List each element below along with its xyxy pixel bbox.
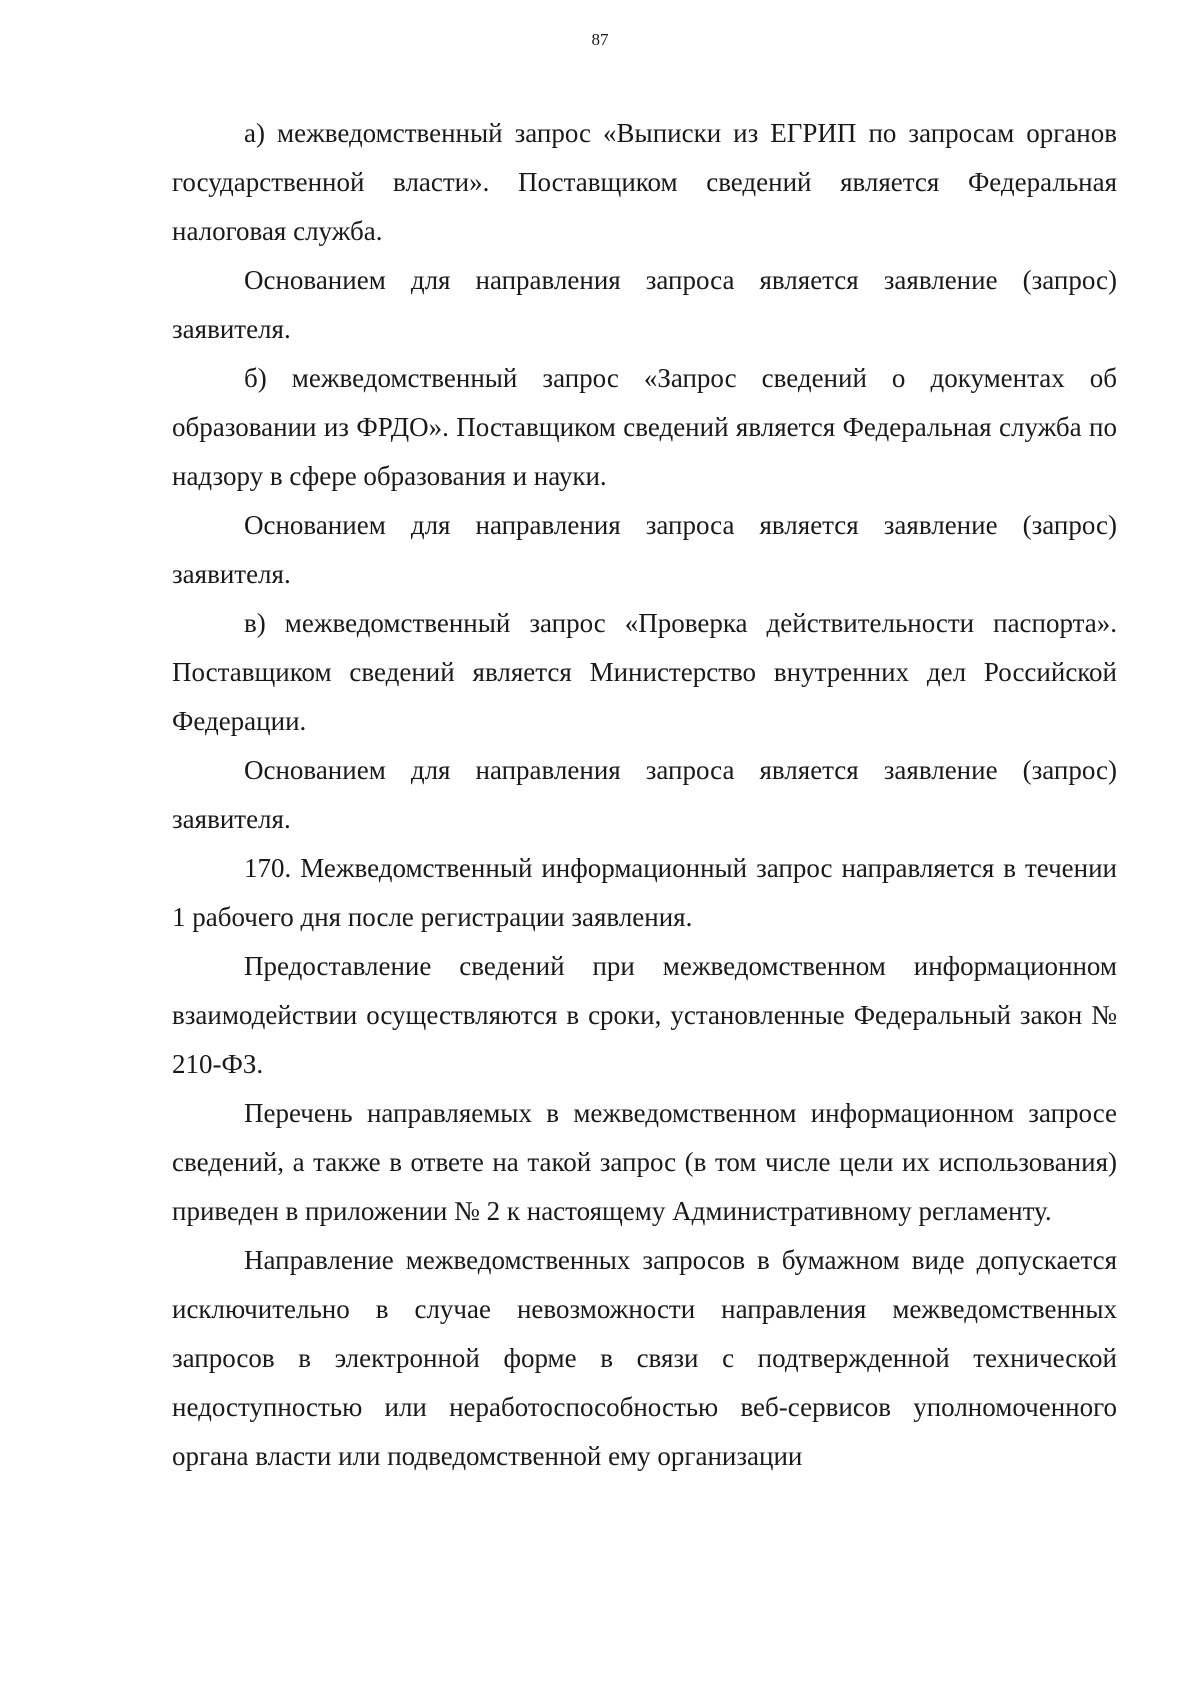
paragraph-list-of-data: Перечень направляемых в межведомственном информационном запросе сведений, а также в ответе на такой запрос (в том числе цели их использования) приведен в приложении № 2 к настоящему Административному регламенту. bbox=[172, 1098, 1117, 1226]
paragraph-terms: Предоставление сведений при межведомственном информационном взаимодействии осуществляются в сроки, установленные Федеральный закон № 210-ФЗ. bbox=[172, 951, 1117, 1079]
paragraph-c-passport-request: в) межведомственный запрос «Проверка действительности паспорта». Поставщиком сведений является Министерство внутренних дел Российской Федерации. bbox=[172, 608, 1117, 736]
paragraph-basis-c: Основанием для направления запроса является заявление (запрос) заявителя. bbox=[172, 755, 1117, 834]
paragraph-b-frdo-request: б) межведомственный запрос «Запрос сведений о документах об образовании из ФРДО». Поставщиком сведений является Федеральная служба по надзору в сфере образования и науки. bbox=[172, 363, 1117, 491]
page-number: 87 bbox=[591, 30, 609, 49]
paragraph-basis-b: Основанием для направления запроса является заявление (запрос) заявителя. bbox=[172, 510, 1117, 589]
paragraph-a-egrip-request: а) межведомственный запрос «Выписки из ЕГРИП по запросам органов государственной власти». Поставщиком сведений является Федеральная налоговая служба. bbox=[172, 118, 1117, 246]
document-body bbox=[172, 109, 1117, 1481]
paragraph-basis-a: Основанием для направления запроса является заявление (запрос) заявителя. bbox=[172, 265, 1117, 344]
paragraph-paper-requests: Направление межведомственных запросов в бумажном виде допускается исключительно в случае невозможности направления межведомственных запросов в электронной форме в связи с подтвержденной технической недоступностью или неработоспособностью веб-сервисов уполномоченного органа власти или подведомственной ему организации bbox=[172, 1245, 1117, 1471]
paragraph-170: 170. Межведомственный информационный запрос направляется в течении 1 рабочего дня после регистрации заявления. bbox=[172, 853, 1117, 932]
